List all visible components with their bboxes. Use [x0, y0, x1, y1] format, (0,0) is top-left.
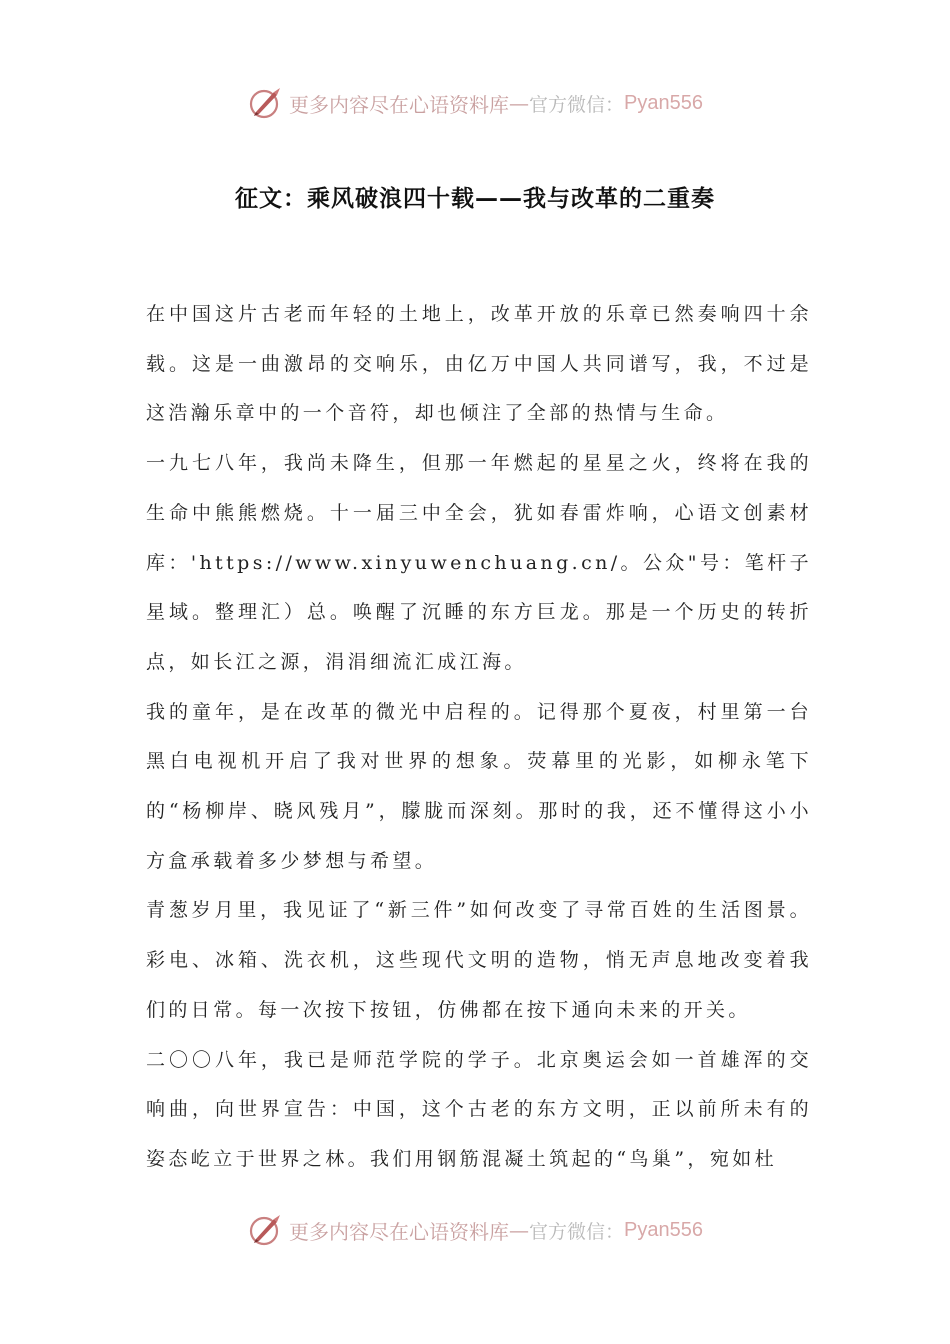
paragraph: 我的童年，是在改革的微光中启程的。记得那个夏夜，村里第一台黑白电视机开启了我对世界的想象。荧幕里的光影，如柳永笔下的“杨柳岸、晓风残月”，朦胧而深刻。那时的我，还不懂得这小小方盒承载着多少梦想与希望。 — [146, 700, 812, 872]
banner-wechat-label: 官方微信： — [529, 93, 625, 116]
document-title: 征文：乘风破浪四十载——我与改革的二重奏 — [235, 186, 715, 212]
banner-wechat-id: Pyan556 — [624, 91, 703, 114]
footer-watermark-banner — [0, 1210, 950, 1250]
banner-text: 更多内容尽在心语资料库 — [289, 1219, 509, 1244]
quill-pen-logo-icon — [247, 85, 283, 121]
banner-dash: — — [509, 1218, 529, 1242]
banner-wechat-label: 官方微信： — [529, 1220, 625, 1243]
paragraph: 二〇〇八年，我已是师范学院的学子。北京奥运会如一首雄浑的交响曲，向世界宣告：中国，这个古老的东方文明，正以前所未有的姿态屹立于世界之林。我们用钢筋混凝土筑起的“鸟巢”，宛如杜 — [146, 1048, 812, 1170]
quill-pen-logo-icon — [247, 1212, 283, 1248]
header-watermark-banner — [0, 83, 950, 123]
banner-wechat-id: Pyan556 — [624, 1218, 703, 1241]
paragraph: 青葱岁月里，我见证了“新三件”如何改变了寻常百姓的生活图景。彩电、冰箱、洗衣机，这些现代文明的造物，悄无声息地改变着我们的日常。每一次按下按钮，仿佛都在按下通向未来的开关。 — [146, 899, 812, 1021]
banner-dash: — — [509, 91, 529, 115]
paragraph: 一九七八年，我尚未降生，但那一年燃起的星星之火，终将在我的生命中熊熊燃烧。十一届三中全会，犹如春雷炸响，心语文创素材库：'https://www.xinyuwenchuang.cn/。公众"号：笔杆子星域。整理汇）总。唤醒了沉睡的东方巨龙。那是一个历史的转折点，如长江之源，涓涓细流汇成江海。 — [146, 452, 812, 673]
document-body — [146, 290, 812, 1185]
paragraph: 在中国这片古老而年轻的土地上，改革开放的乐章已然奏响四十余载。这是一曲激昂的交响乐，由亿万中国人共同谱写，我，不过是这浩瀚乐章中的一个音符，却也倾注了全部的热情与生命。 — [146, 303, 812, 425]
banner-text: 更多内容尽在心语资料库 — [289, 92, 509, 117]
